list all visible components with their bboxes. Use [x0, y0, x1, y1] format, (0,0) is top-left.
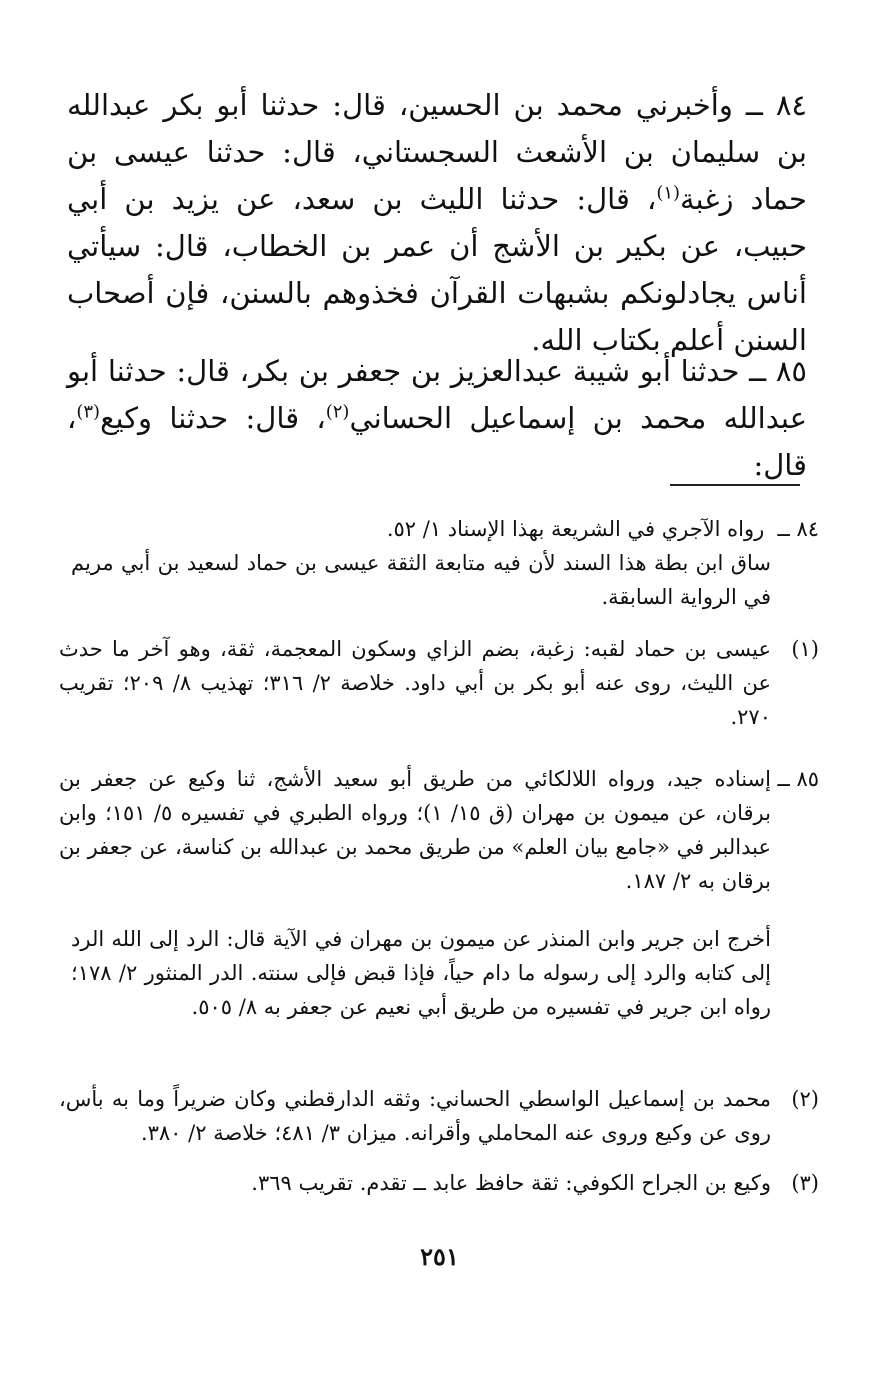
p85-part-b: أبو عبدالله محمد بن إسماعيل الحساني	[67, 354, 807, 435]
footnote-84-comment: ساق ابن بطة هذا السند لأن فيه متابعة الثقة عيسى بن حماد لسعيد بن أبي مريم في الرواية السابقة.	[71, 551, 771, 609]
footnote-separator	[670, 484, 800, 486]
p84-line4: الأشج أن عمر بن الخطاب، قال: سيأتي أناس يجادلونكم بشبهات القرآن	[67, 229, 807, 310]
footnote-1-label: (١)	[791, 637, 819, 661]
footnote-85	[59, 762, 819, 898]
paragraph-85	[67, 348, 807, 489]
footnote-2-text: محمد بن إسماعيل الواسطي الحساني: وثقه الدارقطني وكان ضريراً وما به بأس، روى عن وكيع وروى عنه المحاملي وأقرانه. ميزان ٣/ ٤٨١؛ خلاصة ٢/ ٣٨٠.	[59, 1087, 771, 1145]
footnote-85-text: إسناده جيد، ورواه اللالكائي من طريق أبو سعيد الأشج، ثنا وكيع عن جعفر بن برقان، عن ميمون بن مهران (ق ١٥/ ١)؛ ورواه الطبري في تفسيره ٥/ ١٥١؛ وابن عبدالبر في «جامع بيان العلم» من طريق محمد بن عبدالله بن كناسة، عن جعفر بن برقان به ٢/ ١٨٧.	[59, 767, 771, 893]
footnote-3-text: وكيع بن الجراح الكوفي: ثقة حافظ عابد ــ تقدم. تقريب ٣٦٩.	[251, 1171, 771, 1195]
footnote-2-label: (٢)	[791, 1087, 819, 1111]
footnote-3-label: (٣)	[791, 1171, 819, 1195]
p84-line1: ٨٤ ــ وأخبرني محمد بن الحسين، قال: حدثنا أبو بكر عبدالله بن	[67, 88, 808, 169]
footnote-84-text: رواه الآجري في الشريعة بهذا الإسناد ١/ ٥٢.	[386, 517, 765, 541]
footnote-ref-3[interactable]: (٣)	[76, 401, 101, 423]
p85-part-d: ، قال:	[67, 401, 807, 482]
footnote-84-label: ٨٤ ــ	[777, 517, 819, 541]
footnote-85-label: ٨٥ ــ	[777, 767, 819, 791]
p85-part-c: ، قال: حدثنا وكيع	[100, 401, 326, 435]
p84-line2: سليمان بن الأشعث السجستاني، قال: حدثنا عيسى بن حماد زغبة	[67, 135, 807, 216]
footnote-1-text: عيسى بن حماد لقبه: زغبة، بضم الزاي وسكون المعجمة، ثقة، وهو آخر ما حدث عن الليث، روى عنه أبو بكر بن أبي داود. خلاصة ٢/ ٣١٦؛ تهذيب ٨/ ٢٠٩؛ تقريب ٢٧٠.	[59, 637, 771, 729]
footnote-1	[59, 632, 819, 734]
footnote-3	[59, 1166, 819, 1200]
p84-line5: فخذوهم بالسنن، فإن أصحاب السنن أعلم بكتاب الله.	[67, 276, 807, 357]
paragraph-84	[67, 82, 807, 364]
p85-line1: ٨٥ ــ حدثنا أبو شيبة عبدالعزيز بن جعفر بن بكر، قال: حدثنا	[107, 354, 807, 388]
page-number: ٢٥١	[420, 1242, 459, 1271]
footnote-ref-2[interactable]: (٢)	[325, 401, 350, 423]
footnote-ref-1[interactable]: (١)	[656, 182, 680, 204]
footnote-2	[59, 1082, 819, 1150]
p84-line3: ، قال: حدثنا الليث بن سعد، عن يزيد بن أبي حبيب، عن بكير بن	[67, 182, 808, 263]
footnote-84	[59, 512, 819, 546]
footnote-85-comment: أخرج ابن جرير وابن المنذر عن ميمون بن مهران في الآية قال: الرد إلى الله الرد إلى كتابه والرد إلى رسوله ما دام حياً، فإذا قبض فإلى سنته. الدر المنثور ٢/ ١٧٨؛ رواه ابن جرير في تفسيره من طريق أبي نعيم عن جعفر به ٨/ ٥٠٥.	[71, 927, 771, 1019]
